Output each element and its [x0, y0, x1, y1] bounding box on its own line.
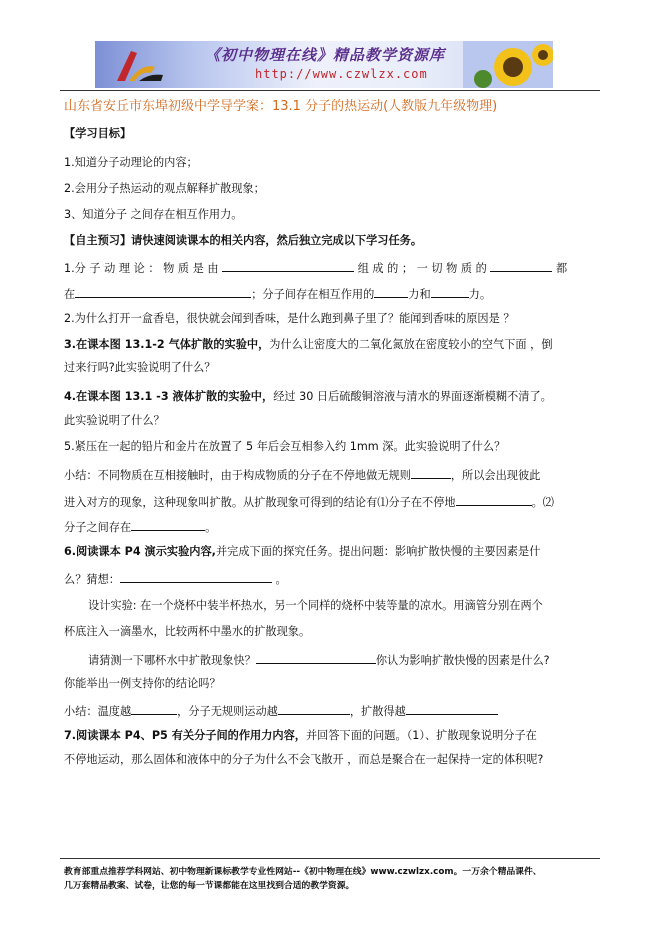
guess-line-2: 你能举出一例支持你的结论吗？ [64, 677, 221, 690]
question-6-line-2: 么？猜想： 。 [64, 570, 287, 588]
blank-motion[interactable] [75, 285, 251, 298]
sunflower-image [463, 41, 553, 88]
question-2: 2.为什么打开一盒香皂，很快就会闻到香味，是什么跑到鼻子里了？能闻到香味的原因是 ？ [64, 312, 515, 325]
goal-item: 1.知道分子动理论的内容； [64, 156, 198, 169]
blank-random-motion[interactable] [411, 466, 451, 479]
question-6-line-1: 6.阅读课本 P4 演示实验内容,并完成下面的探究任务。提出问题：影响扩散快慢的主要因素是什 [64, 545, 541, 558]
preview-heading-text: 请快速阅读课本的相关内容，然后独立完成以下学习任务。 [131, 234, 423, 247]
footer-line-2: 几万套精品教案、试卷，让您的每一节课都能在这里找到合适的教学资源。 [64, 881, 355, 891]
summary-2: 小结：温度越 ，分子无规则运动越 ，扩散得越 [64, 702, 498, 720]
goals-heading: 【学习目标】 [64, 127, 132, 140]
banner-url[interactable]: http://www.czwlzx.com [255, 67, 428, 81]
summary-1-line-3: 分子之间存在 。 [64, 518, 216, 536]
blank-constituents[interactable] [222, 259, 354, 272]
blank-motion-level[interactable] [278, 702, 350, 715]
design-line-2: 杯底注入一滴墨水，比较两杯中墨水的扩散现象。 [64, 625, 311, 638]
goal-item: 2.会用分子热运动的观点解释扩散现象； [64, 182, 265, 195]
preview-heading-bracket: 【自主预习】 [64, 234, 132, 247]
blank-gap[interactable] [131, 518, 205, 531]
design-line-1: 设计实验: 在一个烧杯中装半杯热水，另一个同样的烧杯中装等量的凉水。用滴管分别在两个 [88, 599, 543, 612]
question-4-line-1: 4.在课本图 13.1 -3 液体扩散的实验中，经过 30 日后硫酸铜溶液与清水的界面逐渐模糊不清了。 [64, 390, 552, 403]
blank-diffusion-speed[interactable] [406, 702, 498, 715]
footer-line-1: 教育部重点推荐学科网站、初中物理新课标教学专业性网站--《初中物理在线》www.czwlzx.com。一万余个精品课件、 [64, 867, 542, 877]
summary-1-line-1: 小结：不同物质在互相接触时，由于构成物质的分子在不停地做无规则 ，所以会出现彼此 [64, 466, 540, 484]
blank-guess[interactable] [120, 570, 272, 583]
footer-rule [60, 858, 600, 859]
header-banner [95, 41, 553, 88]
blank-faster-cup[interactable] [256, 651, 376, 664]
guess-line-1: 请猜测一下哪杯水中扩散现象快？ 你认为影响扩散快慢的因素是什么? [88, 651, 550, 669]
preview-heading [64, 233, 422, 249]
goal-item: 3、知道分子 之间存在相互作用力。 [64, 208, 243, 221]
blank-keep-moving[interactable] [456, 493, 532, 506]
question-4-line-2: 此实验说明了什么？ [64, 414, 165, 427]
question-1-line-1: 1.分 子 动 理 论 ： 物 质 是 由 组 成 的 ； 一 切 物 质 的 都 [64, 259, 567, 277]
question-7-line-1: 7.阅读课本 P4、P5 有关分子间的作用力内容，并回答下面的问题。（1）、扩散现象说明分子在 [64, 729, 537, 742]
banner-title: 《初中物理在线》精品教学资源库 [205, 46, 446, 64]
question-1-line-2: 在 ；分子间存在相互作用的 力和 力。 [64, 285, 491, 303]
site-logo-icon [109, 45, 169, 85]
question-7-line-2: 不停地运动，那么固体和液体中的分子为什么不会飞散开 ，而总是聚合在一起保持一定的体积呢? [64, 753, 544, 766]
document-title: 山东省安丘市东埠初级中学导学案：13.1 分子的热运动(人教版九年级物理) [64, 99, 498, 114]
question-3-line-1: 3.在课本图 13.1-2 气体扩散的实验中，为什么让密度大的二氧化氮放在密度较小的空气下面 ，倒 [64, 338, 553, 351]
question-3-line-2: 过来行吗?此实验说明了什么？ [64, 361, 216, 374]
summary-1-line-2: 进入对方的现象，这种现象叫扩散。从扩散现象可得到的结论有⑴分子在不停地 。⑵ [64, 493, 554, 511]
header-rule [60, 90, 600, 91]
question-5: 5.紧压在一起的铅片和金片在放置了 5 年后会互相参入约 1mm 深。此实验说明了什么？ [64, 440, 506, 453]
blank-molecules[interactable] [490, 259, 552, 272]
blank-temperature[interactable] [131, 702, 177, 715]
blank-force-b[interactable] [431, 285, 469, 298]
blank-force-a[interactable] [374, 285, 408, 298]
